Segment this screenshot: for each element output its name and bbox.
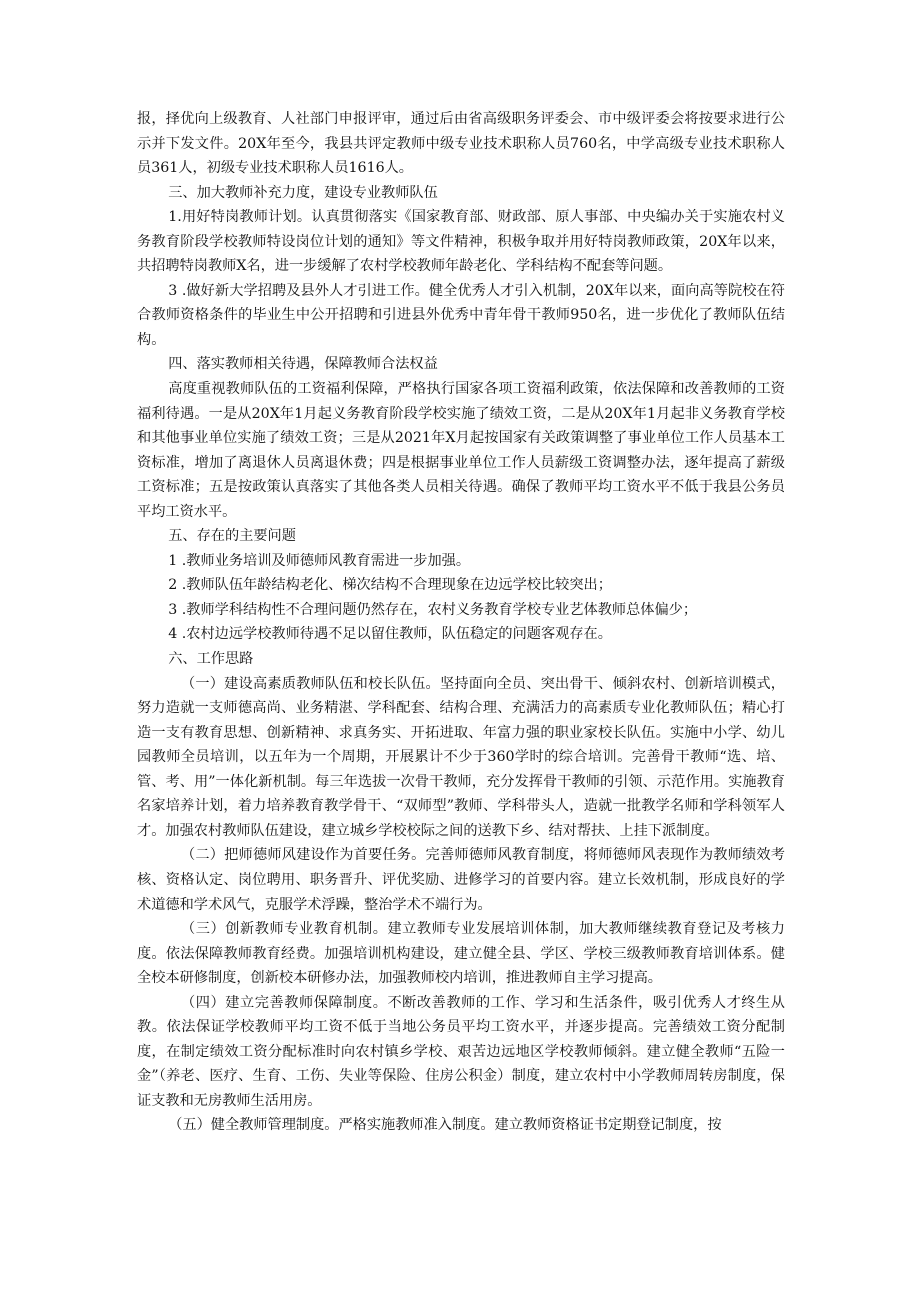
- work-idea-5: （五）健全教师管理制度。严格实施教师准入制度。建立教师资格证书定期登记制度，按: [168, 1117, 722, 1134]
- work-idea-3: （三）创新教师专业教育机制。建立教师专业发展培训体制，加大教师继续教育登记及考核力度。依法保障教师教育经费。加强培训机构建设，建立健全县、学区、学校三级教师教育培训体系。健全校本研修制度，创新校本研修办法，加强教师校内培训，推进教师自主学习提高。: [137, 921, 785, 987]
- work-idea-4: （四）建立完善教师保障制度。不断改善教师的工作、学习和生活条件，吸引优秀人才终生从教。依法保证学校教师平均工资不低于当地公务员平均工资水平，并逐步提高。完善绩效工资分配制度，在制定绩效工资分配标准时向农村镇乡学校、艰苦边远地区学校教师倾斜。建立健全教师“五险一金”（养老、医疗、生育、工伤、失业等保险、住房公积金）制度，建立农村中小学教师周转房制度，保证支教和无房教师生活用房。: [137, 994, 785, 1109]
- problem-item-1: 1 .教师业务培训及师德师风教育需进一步加强。: [168, 552, 471, 569]
- paragraph-continued: 报，择优向上级教育、人社部门申报评审，通过后由省高级职务评委会、市中级评委会将按要求进行公示并下发文件。20X年至今，我县共评定教师中级专业技术职称人员760名，中学高级专业技术职称人员361人，初级专业技术职称人员1616人。: [137, 111, 785, 177]
- paragraph-special-post-teachers: 1.用好特岗教师计划。认真贯彻落实《国家教育部、财政部、原人事部、中央编办关于实施农村义务教育阶段学校教师特设岗位计划的通知》等文件精神，积极争取并用好特岗教师政策，20X年以来，共招聘特岗教师X名，进一步缓解了农村学校教师年龄老化、学科结构不配套等问题。: [137, 209, 785, 275]
- paragraph-salary-welfare: 高度重视教师队伍的工资福利保障，严格执行国家各项工资福利政策，依法保障和改善教师的工资福利待遇。一是从20X年1月起义务教育阶段学校实施了绩效工资，二是从20X年1月起非义务教育学校和其他事业单位实施了绩效工资；三是从2021年X月起按国家有关政策调整了事业单位工作人员基本工资标准，增加了离退休人员离退休费；四是根据事业单位工作人员薪级工资调整办法，逐年提高了薪级工资标准；五是按政策认真落实了其他各类人员相关待遇。确保了教师平均工资水平不低于我县公务员平均工资水平。: [137, 381, 785, 520]
- problem-item-3: 3 .教师学科结构性不合理问题仍然存在，农村义务教育学校专业艺体教师总体偏少；: [168, 601, 698, 618]
- work-idea-2: （二）把师德师风建设作为首要任务。完善师德师风教育制度，将师德师风表现作为教师绩效考核、资格认定、岗位聘用、职务晋升、评优奖励、进修学习的首要内容。建立长效机制，形成良好的学术道德和学术风气，克服学术浮躁，整治学术不端行为。: [137, 847, 785, 913]
- section-heading-4: 四、落实教师相关待遇，保障教师合法权益: [168, 356, 438, 373]
- problem-item-2: 2 .教师队伍年龄结构老化、梯次结构不合理现象在边远学校比较突出；: [168, 577, 612, 594]
- paragraph-talent-recruitment: 3 .做好新大学招聘及县外人才引进工作。健全优秀人才引入机制，20X年以来，面向高等院校在符合教师资格条件的毕业生中公开招聘和引进县外优秀中青年骨干教师950名，进一步优化了教师队伍结构。: [137, 282, 785, 348]
- section-heading-6: 六、工作思路: [168, 651, 254, 668]
- work-idea-1: （一）建设高素质教师队伍和校长队伍。坚持面向全员、突出骨干、倾斜农村、创新培训模式，努力造就一支师德高尚、业务精湛、学科配套、结构合理、充满活力的高素质专业化教师队伍；精心打造一支有教育思想、创新精神、求真务实、开拓进取、年富力强的职业家校长队伍。实施中小学、幼儿园教师全员培训，以五年为一个周期，开展累计不少于360学时的综合培训。完善骨干教师“选、培、管、考、用”一体化新机制。每三年选拔一次骨干教师，充分发挥骨干教师的引领、示范作用。实施教育名家培养计划，着力培养教育教学骨干、“双师型”教师、学科带头人，造就一批教学名师和学科领军人才。加强农村教师队伍建设，建立城乡学校校际之间的送教下乡、结对帮扶、上挂下派制度。: [137, 675, 785, 839]
- section-heading-3: 三、加大教师补充力度，建设专业教师队伍: [168, 184, 438, 201]
- section-heading-5: 五、存在的主要问题: [168, 528, 296, 545]
- problem-item-4: 4 .农村边远学校教师待遇不足以留住教师，队伍稳定的问题客观存在。: [168, 626, 612, 643]
- document-body: [137, 107, 785, 1138]
